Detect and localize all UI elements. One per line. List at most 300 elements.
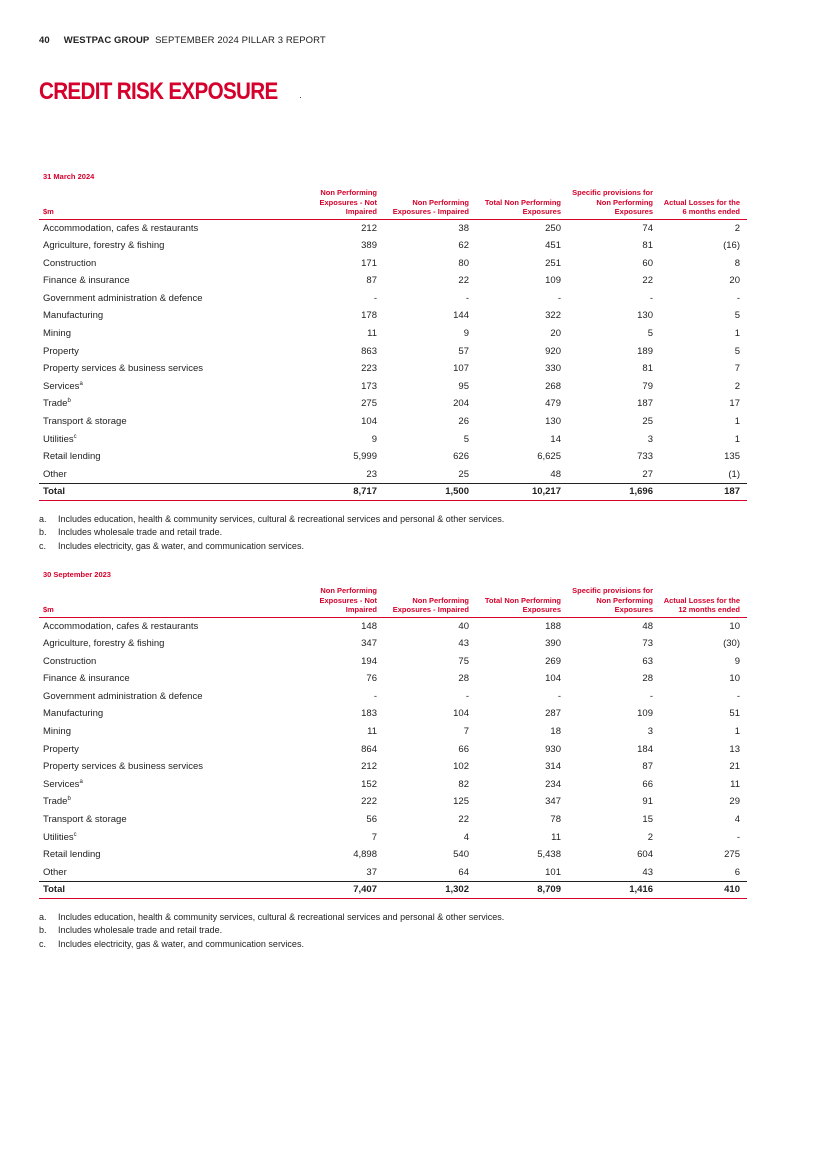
page-header xyxy=(39,35,326,46)
cell-npe-not-impaired: - xyxy=(373,690,377,702)
cell-specific-provisions: 22 xyxy=(642,275,653,287)
row-label xyxy=(39,378,294,396)
table-row xyxy=(39,431,747,449)
cell-npe-impaired: 144 xyxy=(453,310,469,322)
cell-specific-provisions: 91 xyxy=(642,796,653,808)
cell-actual-losses: 5 xyxy=(734,345,740,357)
row-label xyxy=(39,635,294,653)
cell-actual-losses: 1 xyxy=(734,328,740,340)
row-label xyxy=(39,484,294,501)
row-label xyxy=(39,829,294,847)
row-label xyxy=(39,255,294,273)
cell-total-npe: - xyxy=(557,690,561,702)
row-label-text: Finance & insurance xyxy=(43,275,130,287)
page-number: 40 xyxy=(39,35,50,46)
row-label-text: Other xyxy=(43,866,67,878)
cell-specific-provisions: 3 xyxy=(647,433,653,445)
cell-npe-not-impaired: 863 xyxy=(361,345,377,357)
cell-total-npe: 18 xyxy=(550,726,561,738)
table-row xyxy=(39,237,747,255)
cell-npe-not-impaired: 4,898 xyxy=(353,849,377,861)
table-row xyxy=(39,688,747,706)
cell-npe-not-impaired: 9 xyxy=(371,433,377,445)
cell-total-npe: 268 xyxy=(545,380,561,392)
cell-specific-provisions: 27 xyxy=(642,468,653,480)
credit-risk-table-september-2023 xyxy=(39,586,747,899)
table-row xyxy=(39,219,747,237)
table-row xyxy=(39,846,747,864)
footnote-marker: a xyxy=(79,380,83,387)
cell-npe-impaired: 57 xyxy=(458,345,469,357)
footnote xyxy=(39,540,504,553)
cell-npe-not-impaired: 76 xyxy=(366,673,377,685)
table-total-row xyxy=(39,484,747,501)
row-label-text: Retail lending xyxy=(43,849,101,861)
table-row xyxy=(39,776,747,794)
cell-npe-not-impaired: 212 xyxy=(361,761,377,773)
row-label-text: Total xyxy=(43,884,65,896)
row-label xyxy=(39,793,294,811)
decorative-dot xyxy=(300,97,301,98)
cell-actual-losses: 17 xyxy=(729,398,740,410)
cell-npe-not-impaired: 347 xyxy=(361,638,377,650)
col-header-specific-provisions: Specific provisions for Non Performing Exposures xyxy=(568,586,660,617)
footnote-text: Includes wholesale trade and retail trade. xyxy=(58,925,223,936)
cell-total-npe: 347 xyxy=(545,796,561,808)
cell-npe-impaired: 82 xyxy=(458,778,469,790)
cell-total-npe: 250 xyxy=(545,222,561,234)
table-date: 31 March 2024 xyxy=(43,172,95,181)
cell-specific-provisions: 733 xyxy=(637,451,653,463)
row-label-text: Government administration & defence xyxy=(43,292,203,304)
table-row xyxy=(39,723,747,741)
cell-npe-impaired: 540 xyxy=(453,849,469,861)
cell-total-npe: 234 xyxy=(545,778,561,790)
table-row xyxy=(39,360,747,378)
cell-npe-not-impaired: 7 xyxy=(371,831,377,843)
cell-specific-provisions: - xyxy=(649,690,653,702)
report-name: SEPTEMBER 2024 PILLAR 3 REPORT xyxy=(155,35,326,46)
row-label xyxy=(39,882,294,899)
table-row xyxy=(39,290,747,308)
footnote xyxy=(39,526,504,539)
cell-total-npe: 78 xyxy=(550,814,561,826)
row-label-text: Services xyxy=(43,380,80,392)
footnote-key: b. xyxy=(39,925,47,936)
footnote-marker: a xyxy=(79,778,83,785)
table-row xyxy=(39,705,747,723)
row-label xyxy=(39,670,294,688)
cell-npe-impaired: 104 xyxy=(453,708,469,720)
row-label xyxy=(39,723,294,741)
row-label-text: Manufacturing xyxy=(43,708,104,720)
cell-npe-impaired: 38 xyxy=(458,222,469,234)
footnote-text: Includes education, health & community services, cultural & recreational services and personal & other services. xyxy=(58,912,505,922)
cell-actual-losses: 1 xyxy=(734,726,740,738)
footnote xyxy=(39,513,504,526)
row-label-text: Mining xyxy=(43,726,71,738)
cell-total-npe: 10,217 xyxy=(476,484,568,501)
table-row xyxy=(39,255,747,273)
cell-total-npe: 48 xyxy=(550,468,561,480)
cell-total-npe: 109 xyxy=(545,275,561,287)
row-label xyxy=(39,864,294,882)
cell-npe-not-impaired: 23 xyxy=(366,468,377,480)
col-header-npe-not-impaired: Non Performing Exposures - Not Impaired xyxy=(294,586,384,617)
cell-npe-impaired: 4 xyxy=(463,831,469,843)
table-row xyxy=(39,864,747,882)
col-header-label: $m xyxy=(39,586,294,617)
row-label-text: Accommodation, cafes & restaurants xyxy=(43,620,199,632)
row-label-text: Transport & storage xyxy=(43,416,127,428)
footnote-text: Includes electricity, gas & water, and communication services. xyxy=(58,540,304,551)
cell-total-npe: 287 xyxy=(545,708,561,720)
row-label xyxy=(39,360,294,378)
col-header-actual-losses: Actual Losses for the 6 months ended xyxy=(660,188,747,219)
row-label-text: Accommodation, cafes & restaurants xyxy=(43,222,199,234)
cell-actual-losses: 275 xyxy=(724,849,740,861)
cell-npe-impaired: 40 xyxy=(458,620,469,632)
cell-npe-impaired: 9 xyxy=(463,328,469,340)
row-label xyxy=(39,758,294,776)
row-label-text: Property services & business services xyxy=(43,363,203,375)
cell-npe-not-impaired: 389 xyxy=(361,240,377,252)
cell-actual-losses: 2 xyxy=(734,380,740,392)
cell-npe-not-impaired: 11 xyxy=(367,726,377,738)
cell-specific-provisions: 1,416 xyxy=(568,882,660,899)
table-row xyxy=(39,653,747,671)
row-label xyxy=(39,343,294,361)
table-row xyxy=(39,635,747,653)
row-label-text: Property services & business services xyxy=(43,761,203,773)
cell-total-npe: 251 xyxy=(545,257,561,269)
footnotes xyxy=(39,513,504,553)
cell-npe-not-impaired: 152 xyxy=(361,778,377,790)
cell-specific-provisions: 43 xyxy=(642,866,653,878)
row-label xyxy=(39,431,294,449)
cell-npe-impaired: 626 xyxy=(453,451,469,463)
cell-actual-losses: 135 xyxy=(724,451,740,463)
cell-actual-losses: (16) xyxy=(723,240,740,252)
footnote-text: Includes education, health & community services, cultural & recreational services and personal & other services. xyxy=(58,514,505,524)
col-header-label: $m xyxy=(39,188,294,219)
cell-npe-impaired: 102 xyxy=(453,761,469,773)
cell-actual-losses: 11 xyxy=(730,778,740,790)
table-row xyxy=(39,811,747,829)
cell-npe-impaired: 43 xyxy=(458,638,469,650)
cell-total-npe: 269 xyxy=(545,655,561,667)
row-label-text: Total xyxy=(43,486,65,498)
cell-actual-losses: (30) xyxy=(723,638,740,650)
col-header-actual-losses: Actual Losses for the 12 months ended xyxy=(660,586,747,617)
cell-npe-impaired: 125 xyxy=(453,796,469,808)
table-total-row xyxy=(39,882,747,899)
cell-npe-not-impaired: 87 xyxy=(366,275,377,287)
cell-npe-not-impaired: 222 xyxy=(361,796,377,808)
cell-specific-provisions: 187 xyxy=(637,398,653,410)
cell-npe-not-impaired: - xyxy=(373,292,377,304)
cell-npe-impaired: 107 xyxy=(453,363,469,375)
cell-npe-not-impaired: 56 xyxy=(366,814,377,826)
row-label-text: Utilities xyxy=(43,831,74,843)
footnote-key: a. xyxy=(39,514,47,524)
row-label-text: Trade xyxy=(43,398,68,410)
table-row xyxy=(39,378,747,396)
table-row xyxy=(39,307,747,325)
cell-npe-not-impaired: 5,999 xyxy=(353,451,377,463)
cell-specific-provisions: 63 xyxy=(642,655,653,667)
cell-specific-provisions: 15 xyxy=(642,814,653,826)
cell-npe-not-impaired: 8,717 xyxy=(294,484,384,501)
row-label xyxy=(39,307,294,325)
col-header-total-npe: Total Non Performing Exposures xyxy=(476,586,568,617)
table-row xyxy=(39,758,747,776)
table-header-row xyxy=(39,188,747,219)
row-label-text: Agriculture, forestry & fishing xyxy=(43,638,165,650)
cell-total-npe: 188 xyxy=(545,620,561,632)
cell-specific-provisions: 25 xyxy=(642,416,653,428)
cell-specific-provisions: - xyxy=(649,292,653,304)
footnote-key: c. xyxy=(39,938,47,949)
row-label-text: Manufacturing xyxy=(43,310,104,322)
cell-total-npe: 11 xyxy=(551,831,561,843)
cell-specific-provisions: 184 xyxy=(637,743,653,755)
footnote-marker: b xyxy=(67,398,71,405)
row-label-text: Retail lending xyxy=(43,451,101,463)
cell-npe-impaired: 1,302 xyxy=(384,882,476,899)
cell-actual-losses: - xyxy=(736,690,740,702)
row-label-text: Government administration & defence xyxy=(43,690,203,702)
cell-npe-impaired: 22 xyxy=(458,275,469,287)
cell-npe-not-impaired: 275 xyxy=(361,398,377,410)
footnote-marker: b xyxy=(67,796,71,803)
footnote-text: Includes electricity, gas & water, and communication services. xyxy=(58,938,304,949)
cell-specific-provisions: 5 xyxy=(647,328,653,340)
cell-specific-provisions: 109 xyxy=(637,708,653,720)
credit-risk-table-march-2024 xyxy=(39,188,747,501)
row-label xyxy=(39,811,294,829)
row-label xyxy=(39,448,294,466)
cell-npe-impaired: 22 xyxy=(458,814,469,826)
cell-specific-provisions: 60 xyxy=(642,257,653,269)
row-label xyxy=(39,237,294,255)
cell-actual-losses: 7 xyxy=(734,363,740,375)
cell-specific-provisions: 74 xyxy=(642,222,653,234)
table-row xyxy=(39,272,747,290)
cell-total-npe: 479 xyxy=(545,398,561,410)
col-header-npe-not-impaired: Non Performing Exposures - Not Impaired xyxy=(294,188,384,219)
cell-specific-provisions: 81 xyxy=(642,363,653,375)
cell-npe-impaired: 1,500 xyxy=(384,484,476,501)
table-date: 30 September 2023 xyxy=(43,570,111,579)
cell-total-npe: 930 xyxy=(545,743,561,755)
table-row xyxy=(39,395,747,413)
cell-total-npe: 6,625 xyxy=(537,451,561,463)
cell-actual-losses: 6 xyxy=(734,866,740,878)
row-label-text: Finance & insurance xyxy=(43,673,130,685)
cell-specific-provisions: 130 xyxy=(637,310,653,322)
cell-specific-provisions: 28 xyxy=(642,673,653,685)
table-header-row xyxy=(39,586,747,617)
cell-npe-impaired: 66 xyxy=(458,743,469,755)
cell-npe-impaired: - xyxy=(465,690,469,702)
cell-npe-not-impaired: 194 xyxy=(361,655,377,667)
cell-total-npe: 322 xyxy=(545,310,561,322)
cell-total-npe: 101 xyxy=(545,866,561,878)
row-label xyxy=(39,290,294,308)
brand-name: WESTPAC GROUP xyxy=(63,35,150,46)
cell-npe-impaired: 28 xyxy=(458,673,469,685)
cell-actual-losses: 2 xyxy=(734,222,740,234)
cell-actual-losses: - xyxy=(736,831,740,843)
cell-total-npe: 390 xyxy=(545,638,561,650)
table-row xyxy=(39,670,747,688)
table-row xyxy=(39,413,747,431)
row-label xyxy=(39,741,294,759)
cell-specific-provisions: 79 xyxy=(642,380,653,392)
cell-npe-impaired: 5 xyxy=(463,433,469,445)
cell-npe-not-impaired: 171 xyxy=(361,257,377,269)
footnote-marker: c xyxy=(73,831,77,838)
cell-actual-losses: 10 xyxy=(729,673,740,685)
row-label-text: Mining xyxy=(43,328,71,340)
cell-npe-impaired: 64 xyxy=(458,866,469,878)
cell-total-npe: 14 xyxy=(550,433,561,445)
cell-npe-not-impaired: 212 xyxy=(361,222,377,234)
row-label-text: Transport & storage xyxy=(43,814,127,826)
row-label xyxy=(39,617,294,635)
cell-specific-provisions: 604 xyxy=(637,849,653,861)
cell-total-npe: 8,709 xyxy=(476,882,568,899)
row-label-text: Property xyxy=(43,743,79,755)
cell-npe-not-impaired: 183 xyxy=(361,708,377,720)
cell-actual-losses: (1) xyxy=(728,468,740,480)
table-row xyxy=(39,466,747,484)
cell-actual-losses: 5 xyxy=(734,310,740,322)
cell-npe-impaired: 25 xyxy=(458,468,469,480)
footnote-key: b. xyxy=(39,527,47,538)
row-label xyxy=(39,395,294,413)
cell-specific-provisions: 189 xyxy=(637,345,653,357)
cell-total-npe: 20 xyxy=(550,328,561,340)
row-label xyxy=(39,325,294,343)
cell-npe-not-impaired: 7,407 xyxy=(294,882,384,899)
footnote-key: a. xyxy=(39,912,47,922)
cell-specific-provisions: 66 xyxy=(642,778,653,790)
cell-npe-impaired: 26 xyxy=(458,416,469,428)
row-label-text: Services xyxy=(43,778,80,790)
cell-total-npe: 104 xyxy=(545,673,561,685)
cell-specific-provisions: 81 xyxy=(642,240,653,252)
cell-npe-not-impaired: 223 xyxy=(361,363,377,375)
row-label xyxy=(39,688,294,706)
cell-actual-losses: 21 xyxy=(729,761,740,773)
footnote xyxy=(39,924,504,937)
row-label-text: Construction xyxy=(43,257,97,269)
cell-actual-losses: 410 xyxy=(660,882,747,899)
cell-actual-losses: 9 xyxy=(734,655,740,667)
footnote xyxy=(39,938,504,951)
cell-actual-losses: - xyxy=(736,292,740,304)
row-label xyxy=(39,413,294,431)
cell-actual-losses: 29 xyxy=(729,796,740,808)
row-label xyxy=(39,219,294,237)
col-header-npe-impaired: Non Performing Exposures - Impaired xyxy=(384,188,476,219)
cell-total-npe: 314 xyxy=(545,761,561,773)
cell-npe-impaired: 62 xyxy=(458,240,469,252)
row-label-text: Other xyxy=(43,468,67,480)
cell-npe-impaired: - xyxy=(465,292,469,304)
cell-npe-not-impaired: 37 xyxy=(366,866,377,878)
row-label xyxy=(39,705,294,723)
footnotes xyxy=(39,911,504,951)
row-label-text: Construction xyxy=(43,655,97,667)
row-label-text: Property xyxy=(43,345,79,357)
footnote xyxy=(39,911,504,924)
cell-npe-not-impaired: 148 xyxy=(361,620,377,632)
cell-npe-not-impaired: 864 xyxy=(361,743,377,755)
cell-actual-losses: 51 xyxy=(729,708,740,720)
table-row xyxy=(39,343,747,361)
cell-npe-not-impaired: 11 xyxy=(367,328,377,340)
footnote-text: Includes wholesale trade and retail trade. xyxy=(58,527,223,538)
row-label xyxy=(39,466,294,484)
cell-npe-not-impaired: 104 xyxy=(361,416,377,428)
cell-actual-losses: 4 xyxy=(734,814,740,826)
row-label xyxy=(39,776,294,794)
page-title: CREDIT RISK EXPOSURE xyxy=(39,78,278,105)
cell-npe-not-impaired: 178 xyxy=(361,310,377,322)
table-row xyxy=(39,793,747,811)
row-label-text: Agriculture, forestry & fishing xyxy=(43,240,165,252)
cell-npe-impaired: 75 xyxy=(458,655,469,667)
row-label-text: Utilities xyxy=(43,433,74,445)
cell-npe-not-impaired: 173 xyxy=(361,380,377,392)
footnote-marker: c xyxy=(73,433,77,440)
cell-total-npe: 130 xyxy=(545,416,561,428)
table-row xyxy=(39,617,747,635)
cell-npe-impaired: 95 xyxy=(458,380,469,392)
cell-actual-losses: 187 xyxy=(660,484,747,501)
col-header-npe-impaired: Non Performing Exposures - Impaired xyxy=(384,586,476,617)
cell-total-npe: 330 xyxy=(545,363,561,375)
cell-actual-losses: 1 xyxy=(734,433,740,445)
cell-total-npe: 920 xyxy=(545,345,561,357)
row-label xyxy=(39,846,294,864)
cell-actual-losses: 8 xyxy=(734,257,740,269)
cell-actual-losses: 13 xyxy=(729,743,740,755)
cell-specific-provisions: 2 xyxy=(647,831,653,843)
cell-total-npe: 5,438 xyxy=(537,849,561,861)
cell-specific-provisions: 48 xyxy=(642,620,653,632)
col-header-total-npe: Total Non Performing Exposures xyxy=(476,188,568,219)
cell-specific-provisions: 87 xyxy=(642,761,653,773)
cell-specific-provisions: 3 xyxy=(647,726,653,738)
cell-specific-provisions: 73 xyxy=(642,638,653,650)
table-row xyxy=(39,829,747,847)
cell-total-npe: - xyxy=(557,292,561,304)
table-row xyxy=(39,448,747,466)
row-label-text: Trade xyxy=(43,796,68,808)
cell-specific-provisions: 1,696 xyxy=(568,484,660,501)
cell-npe-impaired: 204 xyxy=(453,398,469,410)
cell-npe-impaired: 80 xyxy=(458,257,469,269)
cell-actual-losses: 10 xyxy=(729,620,740,632)
footnote-key: c. xyxy=(39,540,47,551)
row-label xyxy=(39,272,294,290)
row-label xyxy=(39,653,294,671)
table-row xyxy=(39,741,747,759)
